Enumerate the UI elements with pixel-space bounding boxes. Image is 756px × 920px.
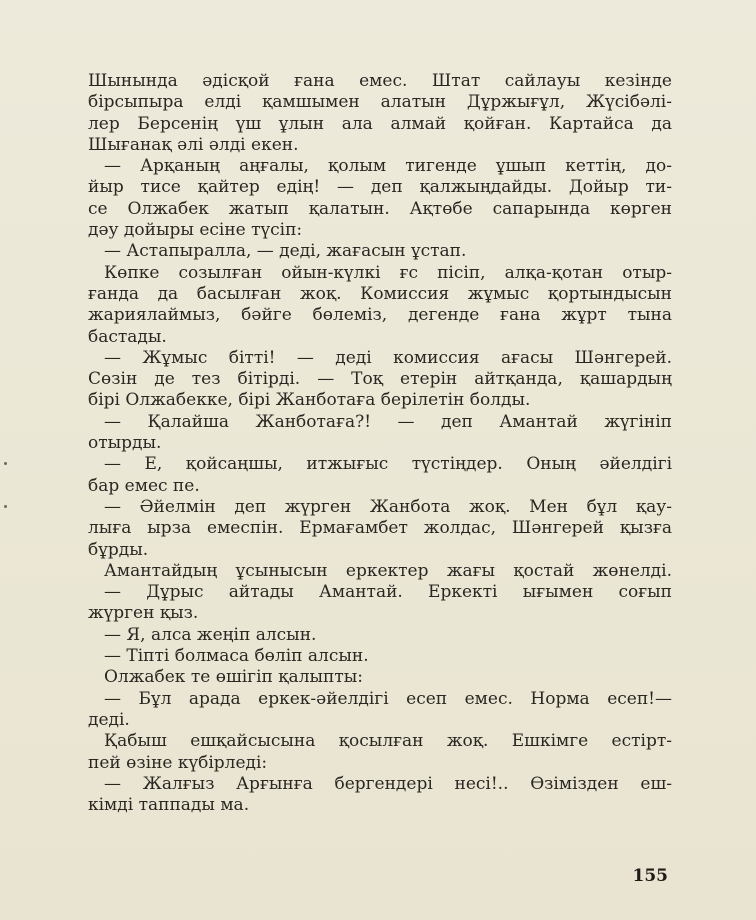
text-line: — Бұл арада еркек-әйелдігі есеп емес. Норма есеп!— [104,688,672,709]
text-line: кімді таппады ма. [88,795,250,816]
text-line: дәу дойыры есіне түсіп: [88,220,303,241]
text-line: — Қалайша Жанботаға?! — деп Амантай жүгініп [104,411,672,432]
margin-speck [4,505,7,508]
text-line: — Жалғыз Арғынға бергендері несі!.. Өзімізден еш- [104,773,672,794]
text-line: йыр тисе қайтер едің! — деп қалжыңдайды. Дойыр ти- [88,177,672,198]
text-line: бастады. [88,326,167,347]
text-line: Қабыш ешқайсысына қосылған жоқ. Ешкімге естірт- [104,731,672,752]
text-line: — Я, алса жеңіп алсын. [104,624,317,645]
text-line: жариялаймыз, бәйге бөлеміз, дегенде ғана жұрт тына [88,305,672,326]
text-line: пей өзіне күбірледі: [88,752,268,773]
page-number: 155 [632,866,668,886]
margin-speck [4,462,7,465]
text-line: лер Берсенің үш ұлын ала алмай қойған. Картайса да [88,113,672,134]
text-line: деді. [88,709,130,730]
text-line: бірі Олжабекке, бірі Жанботаға берілетін болды. [88,390,531,411]
text-line: — Астапыралла, — деді, жағасын ұстап. [104,241,467,262]
text-line: Сөзін де тез бітірді. — Тоқ етерін айтқанда, қашардың [88,369,672,390]
text-line: — Арқаның аңғалы, қолым тигенде ұшып кеттің, до- [104,156,672,177]
text-line: бұрды. [88,539,149,560]
text-line: — Әйелмін деп жүрген Жанбота жоқ. Мен бұл қау- [104,496,672,517]
text-line: Шығанақ әлі әлді екен. [88,134,299,155]
text-line: ғанда да басылған жоқ. Комиссия жұмыс қортындысын [88,283,672,304]
text-line: бірсыпыра елді қамшымен алатын Дұржығұл, Жүсібәлі- [88,92,672,113]
text-line: се Олжабек жатып қалатын. Ақтөбе сапарында көрген [88,198,672,219]
text-line: лыға ырза емеспін. Ермағамбет жолдас, Шәнгерей қызға [88,518,672,539]
text-line: Көпке созылған ойын-күлкі ғс пісіп, алқа-қотан отыр- [104,262,672,283]
text-line: Олжабек те өшігіп қалыпты: [104,667,364,688]
text-line: — Тіпті болмаса бөліп алсын. [104,646,369,667]
body-text [88,71,672,816]
text-line: жүрген қыз. [88,603,199,624]
text-line: Шынында әдісқой ғана емес. Штат сайлауы кезінде [88,71,672,91]
text-line: Амантайдың ұсынысын еркектер жағы қостай жөнелді. [104,560,672,581]
text-line: — Жұмыс бітті! — деді комиссия ағасы Шәнгерей. [104,347,672,368]
text-line: — Дұрыс айтады Амантай. Еркекті ығымен соғып [104,582,672,603]
text-line: бар емес пе. [88,475,200,496]
text-line: отырды. [88,433,162,454]
text-line: — Е, қойсаңшы, итжығыс түстіңдер. Оның әйелдігі [104,454,672,475]
